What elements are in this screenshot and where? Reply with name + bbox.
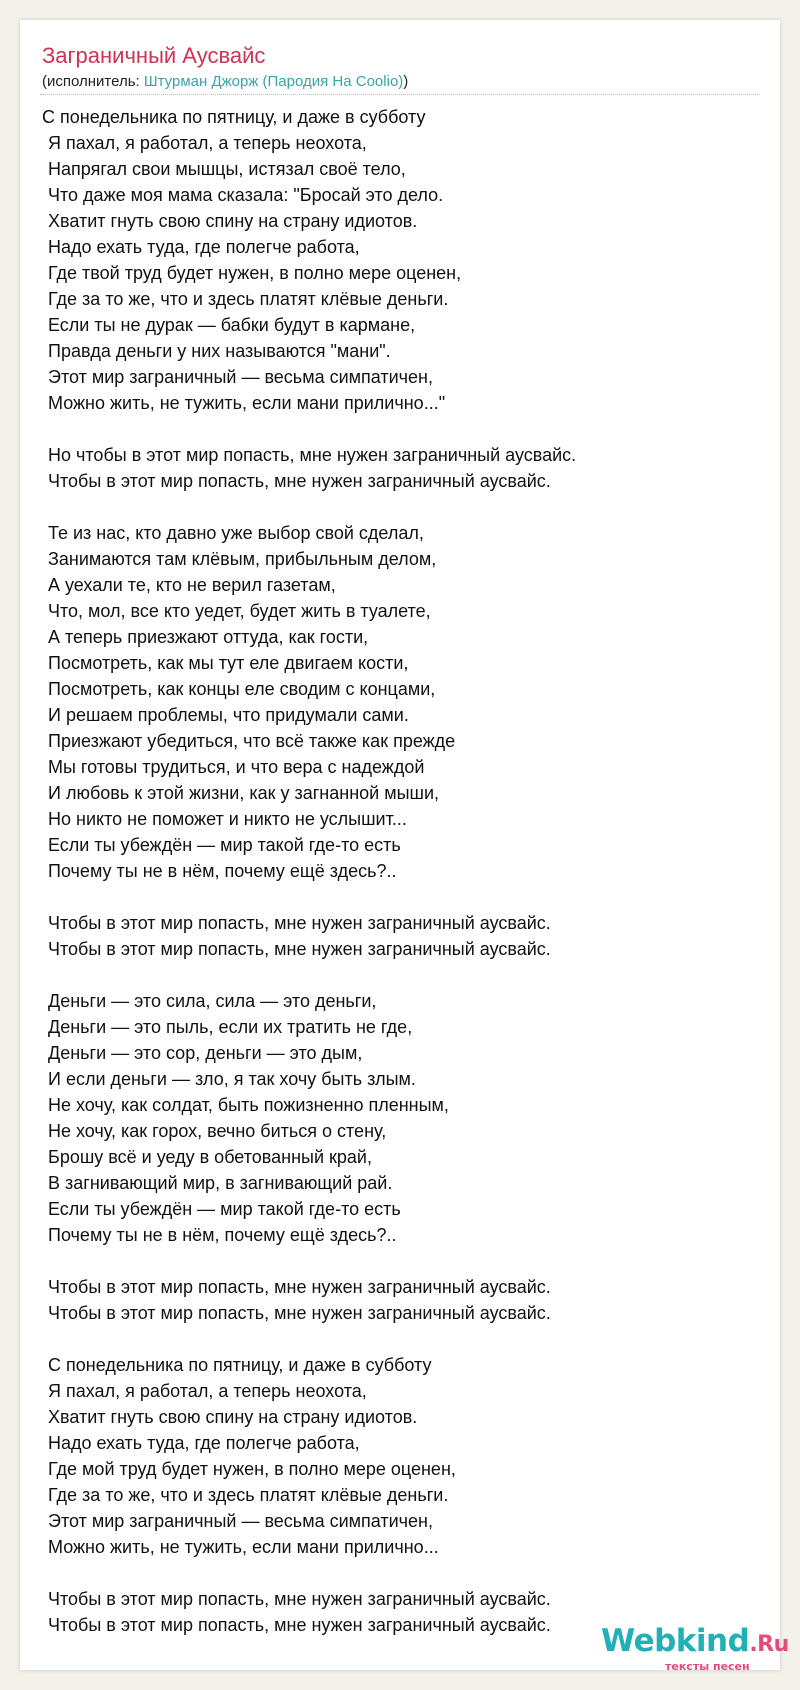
lyric-line: Надо ехать туда, где полегче работа, — [48, 1433, 360, 1453]
lyric-line: Хватит гнуть свою спину на страну идиотов. — [48, 1407, 418, 1427]
byline-prefix: (исполнитель: — [42, 73, 144, 90]
artist-byline — [42, 73, 408, 91]
byline-suffix: ) — [403, 73, 409, 90]
lyric-line: Напрягал свои мышцы, истязал своё тело, — [48, 159, 406, 179]
logo-wordmark — [601, 1623, 789, 1663]
lyric-line: Почему ты не в нём, почему ещё здесь?.. — [48, 1225, 397, 1245]
lyric-line: Чтобы в этот мир попасть, мне нужен заграничный аусвайс. — [48, 1589, 551, 1609]
lyric-line: Чтобы в этот мир попасть, мне нужен заграничный аусвайс. — [48, 1277, 551, 1297]
lyric-line: Чтобы в этот мир попасть, мне нужен заграничный аусвайс. — [48, 471, 551, 491]
lyric-line: А уехали те, кто не верил газетам, — [48, 575, 336, 595]
lyric-blank-line — [42, 1560, 762, 1586]
logo-main-text: Webkind — [601, 1623, 750, 1659]
lyric-line: В загнивающий мир, в загнивающий рай. — [48, 1173, 393, 1193]
lyric-line: Правда деньги у них называются "мани". — [48, 341, 391, 361]
lyric-line: Чтобы в этот мир попасть, мне нужен заграничный аусвайс. — [48, 913, 551, 933]
lyric-line: Чтобы в этот мир попасть, мне нужен заграничный аусвайс. — [48, 1303, 551, 1323]
lyric-line: Этот мир заграничный — весьма симпатичен, — [48, 1511, 433, 1531]
lyric-line: Приезжают убедиться, что всё также как прежде — [48, 731, 456, 751]
lyric-line: Где за то же, что и здесь платят клёвые деньги. — [48, 289, 449, 309]
lyric-line: Хватит гнуть свою спину на страну идиотов. — [48, 211, 418, 231]
lyric-line: С понедельника по пятницу, и даже в субботу — [48, 1355, 432, 1375]
lyric-line: Почему ты не в нём, почему ещё здесь?.. — [48, 861, 397, 881]
lyric-line: Что, мол, все кто уедет, будет жить в туалете, — [48, 601, 431, 621]
logo-tagline: тексты песен — [665, 1660, 750, 1673]
lyric-line: Деньги — это сор, деньги — это дым, — [48, 1043, 363, 1063]
lyric-blank-line — [42, 494, 762, 520]
lyric-line: Если ты не дурак — бабки будут в кармане, — [48, 315, 416, 335]
site-logo[interactable] — [601, 1623, 800, 1683]
lyric-line: С понедельника по пятницу, и даже в субботу — [42, 107, 426, 127]
lyric-line: Где твой труд будет нужен, в полно мере оценен, — [48, 263, 462, 283]
header-divider — [40, 94, 760, 95]
lyric-line: Я пахал, я работал, а теперь неохота, — [48, 133, 367, 153]
lyric-line: Можно жить, не тужить, если мани прилично..." — [48, 393, 446, 413]
lyric-line: Надо ехать туда, где полегче работа, — [48, 237, 360, 257]
lyric-line: Можно жить, не тужить, если мани прилично... — [48, 1537, 439, 1557]
lyric-line: И решаем проблемы, что придумали сами. — [48, 705, 409, 725]
lyric-blank-line — [42, 416, 762, 442]
lyric-line: Посмотреть, как мы тут еле двигаем кости, — [48, 653, 409, 673]
lyric-line: И любовь к этой жизни, как у загнанной мыши, — [48, 783, 440, 803]
lyric-line: Чтобы в этот мир попасть, мне нужен заграничный аусвайс. — [48, 939, 551, 959]
lyric-line: Если ты убеждён — мир такой где-то есть — [48, 835, 401, 855]
lyric-blank-line — [42, 962, 762, 988]
lyric-line: Но никто не поможет и никто не услышит... — [48, 809, 407, 829]
lyric-line: Если ты убеждён — мир такой где-то есть — [48, 1199, 401, 1219]
lyric-line: Мы готовы трудиться, и что вера с надеждой — [48, 757, 425, 777]
lyric-blank-line — [42, 1326, 762, 1352]
lyric-line: Деньги — это пыль, если их тратить не где, — [48, 1017, 413, 1037]
lyric-line: И если деньги — зло, я так хочу быть злым. — [48, 1069, 416, 1089]
lyric-line: Я пахал, я работал, а теперь неохота, — [48, 1381, 367, 1401]
song-title: Заграничный Аусвайс — [42, 43, 266, 68]
artist-link[interactable]: Штурман Джорж (Пародия На Coolio) — [143, 73, 404, 90]
lyric-line: Где за то же, что и здесь платят клёвые деньги. — [48, 1485, 449, 1505]
logo-tld-text: .Ru — [749, 1632, 789, 1657]
lyric-line: Деньги — это сила, сила — это деньги, — [48, 991, 377, 1011]
lyric-line: Брошу всё и уеду в обетованный край, — [48, 1147, 372, 1167]
lyric-blank-line — [42, 884, 762, 910]
lyric-line: Занимаются там клёвым, прибыльным делом, — [48, 549, 437, 569]
lyric-line: Посмотреть, как концы еле сводим с концами, — [48, 679, 436, 699]
lyrics-block — [42, 104, 762, 1638]
lyric-line: А теперь приезжают оттуда, как гости, — [48, 627, 369, 647]
lyric-line: Но чтобы в этот мир попасть, мне нужен заграничный аусвайс. — [48, 445, 577, 465]
lyric-line: Где мой труд будет нужен, в полно мере оценен, — [48, 1459, 456, 1479]
lyric-blank-line — [42, 1248, 762, 1274]
lyric-line: Не хочу, как солдат, быть пожизненно пленным, — [48, 1095, 449, 1115]
lyric-line: Чтобы в этот мир попасть, мне нужен заграничный аусвайс. — [48, 1615, 551, 1635]
page-card — [20, 20, 789, 1673]
lyric-line: Этот мир заграничный — весьма симпатичен, — [48, 367, 433, 387]
lyric-line: Что даже моя мама сказала: "Бросай это дело. — [48, 185, 444, 205]
lyric-line: Те из нас, кто давно уже выбор свой сделал, — [48, 523, 424, 543]
lyric-line: Не хочу, как горох, вечно биться о стену, — [48, 1121, 387, 1141]
